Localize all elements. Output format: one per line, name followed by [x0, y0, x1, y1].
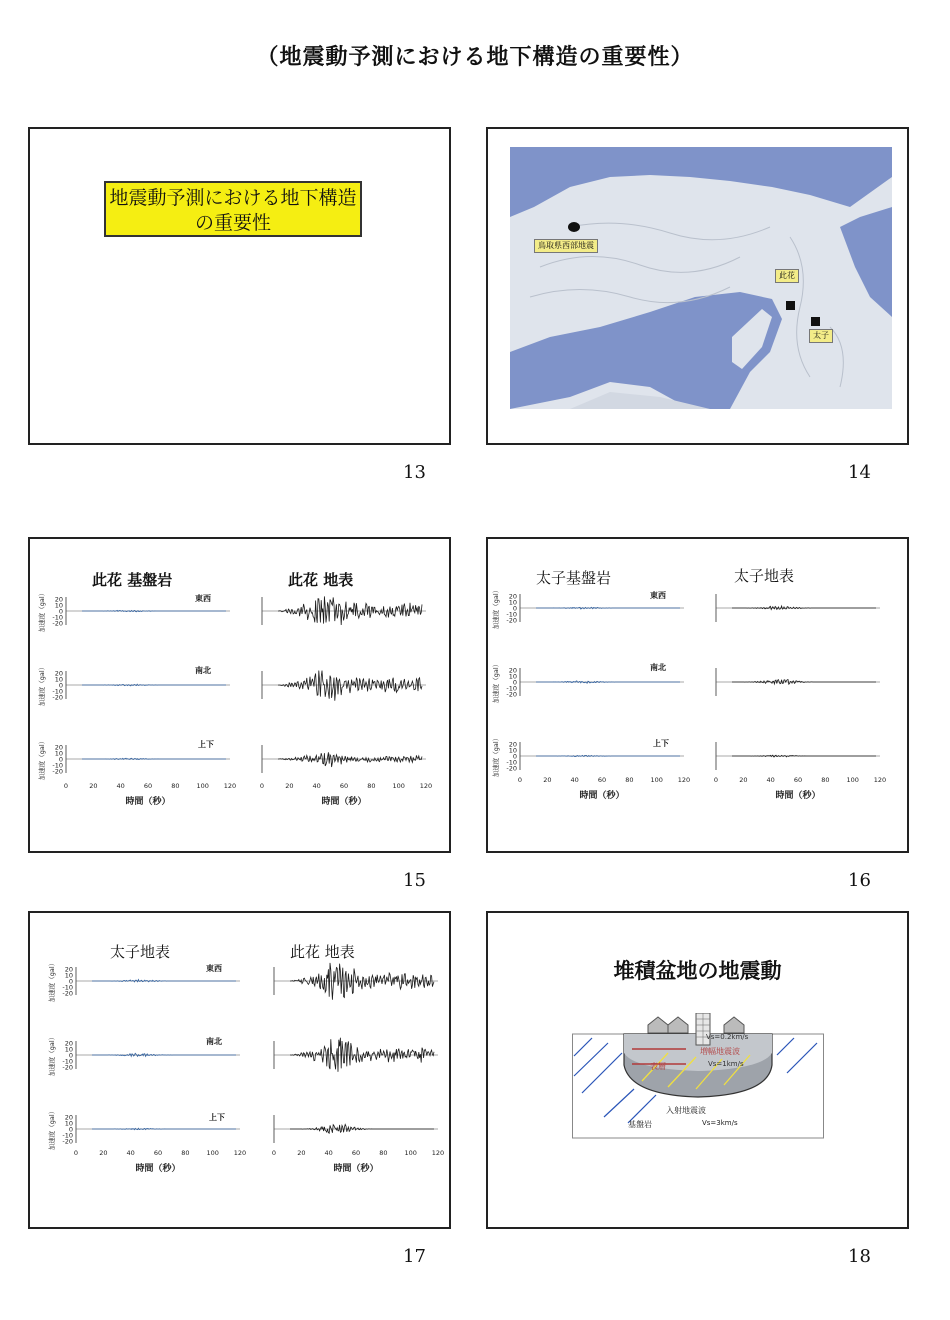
slide-14	[486, 127, 909, 445]
y-tick-label: -20	[52, 767, 63, 776]
cmp-label-16-0: 東西	[650, 591, 666, 600]
x-tick-label: 100	[196, 782, 209, 790]
y-tick-label: 0	[58, 681, 63, 690]
y-axis-label: 加速度（gal）	[48, 959, 56, 1003]
x-tick-label: 20	[285, 782, 294, 790]
basin-label-amplified-wave: 増幅地震波	[700, 1047, 740, 1056]
y-tick-label: 10	[64, 971, 73, 980]
cmp-label-17-1: 南北	[206, 1037, 222, 1046]
slide-15	[28, 537, 451, 853]
cmp-label-16-1: 南北	[650, 663, 666, 672]
basin-label-vs-bedrock: Vs=3km/s	[702, 1119, 738, 1127]
x-tick-label: 100	[206, 1149, 219, 1157]
x-tick-label: 80	[367, 782, 376, 790]
y-tick-label: 10	[508, 598, 517, 607]
x-tick-label: 40	[126, 1149, 135, 1157]
taishi-marker	[811, 317, 820, 326]
x-tick-label: 60	[351, 1149, 361, 1157]
basin-label-surface-layer: 表層	[650, 1062, 666, 1071]
y-tick-label: 0	[512, 678, 517, 687]
x-tick-label: 80	[821, 776, 830, 784]
x-tick-label: 40	[312, 782, 321, 790]
epicenter-marker	[568, 222, 580, 232]
cmp-label-17-0: 東西	[206, 964, 222, 973]
x-axis-label: 時間（秒）	[321, 797, 367, 807]
y-axis-label: 加速度（gal）	[48, 1107, 56, 1151]
seismogram-trace	[536, 681, 680, 683]
y-tick-label: 10	[508, 672, 517, 681]
y-tick-label: 0	[58, 755, 63, 764]
slide-number-16: 16	[848, 870, 871, 891]
cmp-label-15-0: 東西	[195, 594, 211, 603]
konohana-marker	[786, 301, 795, 310]
y-tick-label: 20	[508, 592, 517, 601]
y-tick-label: 0	[68, 1051, 73, 1060]
map-label-quake: 鳥取県西部地震	[534, 239, 598, 253]
y-tick-label: -10	[506, 758, 517, 767]
y-tick-label: -10	[52, 687, 63, 696]
slide-13	[28, 127, 451, 445]
x-tick-label: 20	[739, 776, 748, 784]
seismogram-trace	[82, 758, 226, 759]
seismogram-trace	[92, 1053, 236, 1056]
y-tick-label: 20	[54, 743, 63, 752]
x-axis-label: 時間（秒）	[125, 797, 171, 807]
slide-17-right-title: 此花 地表	[290, 943, 355, 961]
y-tick-label: 0	[512, 604, 517, 613]
basin-diagram	[572, 1013, 824, 1139]
slide-15-right-title: 此花 地表	[288, 571, 354, 589]
seismogram-trace	[92, 980, 236, 982]
x-tick-label: 80	[181, 1149, 190, 1157]
x-tick-label: 120	[419, 782, 433, 790]
y-tick-label: 10	[54, 601, 63, 610]
page-title: （地震動予測における地下構造の重要性）	[256, 45, 694, 70]
y-tick-label: 20	[64, 965, 73, 974]
y-tick-label: 0	[512, 752, 517, 761]
y-tick-label: -10	[62, 983, 73, 992]
slide-18-title: 堆積盆地の地震動	[613, 959, 782, 983]
x-tick-label: 80	[379, 1149, 388, 1157]
x-tick-label: 120	[431, 1149, 445, 1157]
y-tick-label: -10	[506, 684, 517, 693]
basin-label-bedrock: 基盤岩	[628, 1120, 652, 1129]
y-tick-label: 0	[68, 1125, 73, 1134]
x-tick-label: 0	[271, 1149, 277, 1157]
slide-16	[486, 537, 909, 853]
slide-number-13: 13	[403, 462, 426, 483]
y-tick-label: 10	[54, 749, 63, 758]
y-tick-label: -10	[506, 610, 517, 619]
y-axis-label: 加速度（gal）	[492, 586, 500, 630]
slide-number-15: 15	[403, 870, 426, 891]
y-tick-label: -10	[52, 761, 63, 770]
x-tick-label: 100	[392, 782, 405, 790]
cmp-label-17-2: 上下	[209, 1113, 225, 1122]
x-tick-label: 120	[223, 782, 237, 790]
x-tick-label: 0	[63, 782, 69, 790]
y-tick-label: -10	[52, 613, 63, 622]
relief-map	[510, 147, 892, 409]
x-tick-label: 20	[297, 1149, 306, 1157]
slide-17	[28, 911, 451, 1229]
x-tick-label: 60	[143, 782, 153, 790]
slide-number-14: 14	[848, 462, 871, 483]
x-tick-label: 60	[793, 776, 803, 784]
y-tick-label: 20	[64, 1113, 73, 1122]
seismogram-panel-16	[488, 539, 911, 855]
y-tick-label: -20	[506, 690, 517, 699]
y-tick-label: 10	[54, 675, 63, 684]
y-axis-label: 加速度（gal）	[38, 589, 46, 633]
y-tick-label: -20	[506, 764, 517, 773]
y-tick-label: 20	[508, 740, 517, 749]
slide-18	[486, 911, 909, 1229]
x-tick-label: 120	[873, 776, 887, 784]
y-axis-label: 加速度（gal）	[492, 660, 500, 704]
y-axis-label: 加速度（gal）	[38, 663, 46, 707]
seismogram-panel-17	[30, 913, 453, 1231]
seismogram-trace	[536, 607, 680, 609]
y-axis-label: 加速度（gal）	[492, 734, 500, 778]
x-tick-label: 0	[713, 776, 719, 784]
map-label-taishi: 太子	[809, 329, 833, 343]
x-tick-label: 60	[153, 1149, 163, 1157]
y-tick-label: 20	[64, 1039, 73, 1048]
x-tick-label: 80	[171, 782, 180, 790]
y-tick-label: 10	[508, 746, 517, 755]
seismogram-trace	[278, 671, 422, 701]
cmp-label-16-2: 上下	[653, 739, 669, 748]
x-tick-label: 60	[339, 782, 349, 790]
x-axis-label: 時間（秒）	[775, 791, 821, 801]
seismogram-trace	[290, 1124, 434, 1133]
seismogram-trace	[82, 610, 226, 611]
y-tick-label: 20	[508, 666, 517, 675]
x-tick-label: 0	[517, 776, 523, 784]
x-tick-label: 100	[846, 776, 859, 784]
x-tick-label: 40	[570, 776, 579, 784]
seismogram-trace	[278, 596, 422, 625]
x-tick-label: 40	[766, 776, 775, 784]
y-tick-label: 10	[64, 1045, 73, 1054]
y-axis-label: 加速度（gal）	[38, 737, 46, 781]
x-tick-label: 120	[233, 1149, 247, 1157]
y-tick-label: -20	[506, 616, 517, 625]
cmp-label-15-2: 上下	[198, 740, 214, 749]
x-axis-label: 時間（秒）	[579, 791, 625, 801]
y-axis-label: 加速度（gal）	[48, 1033, 56, 1077]
x-tick-label: 120	[677, 776, 691, 784]
y-tick-label: -20	[62, 1063, 73, 1072]
slide-16-right-title: 太子地表	[734, 567, 795, 585]
x-tick-label: 40	[324, 1149, 333, 1157]
x-tick-label: 60	[597, 776, 607, 784]
y-tick-label: -10	[62, 1057, 73, 1066]
y-tick-label: -20	[52, 693, 63, 702]
y-tick-label: -20	[62, 989, 73, 998]
x-tick-label: 40	[116, 782, 125, 790]
y-tick-label: -10	[62, 1131, 73, 1140]
slide-16-left-title: 太子基盤岩	[536, 569, 612, 587]
slide-15-left-title: 此花 基盤岩	[92, 571, 173, 589]
slide-number-18: 18	[848, 1246, 871, 1267]
slide-number-17: 17	[403, 1246, 426, 1267]
y-tick-label: 20	[54, 669, 63, 678]
y-tick-label: -20	[52, 619, 63, 628]
y-tick-label: 10	[64, 1119, 73, 1128]
x-tick-label: 20	[543, 776, 552, 784]
basin-label-incident-wave: 入射地震波	[666, 1106, 706, 1115]
x-tick-label: 80	[625, 776, 634, 784]
map-label-konohana: 此花	[775, 269, 799, 283]
basin-label-vs-mid: Vs=1km/s	[708, 1060, 744, 1068]
cmp-label-15-1: 南北	[195, 666, 211, 675]
seismogram-trace	[732, 755, 876, 757]
seismogram-trace	[536, 755, 680, 756]
seismogram-trace	[278, 752, 422, 767]
seismogram-trace	[82, 684, 226, 686]
x-axis-label: 時間（秒）	[135, 1164, 181, 1174]
x-tick-label: 0	[259, 782, 265, 790]
x-axis-label: 時間（秒）	[333, 1164, 379, 1174]
seismogram-trace	[92, 1128, 236, 1129]
x-tick-label: 0	[73, 1149, 79, 1157]
slide-17-left-title: 太子地表	[110, 943, 171, 961]
basin-label-vs-surface: Vs=0.2km/s	[706, 1033, 749, 1041]
y-tick-label: 20	[54, 595, 63, 604]
x-tick-label: 100	[404, 1149, 417, 1157]
seismogram-panel-15	[30, 539, 453, 855]
y-tick-label: 0	[68, 977, 73, 986]
x-tick-label: 100	[650, 776, 663, 784]
seismogram-trace	[290, 963, 434, 1000]
y-tick-label: -20	[62, 1137, 73, 1146]
y-tick-label: 0	[58, 607, 63, 616]
slide-13-title: 地震動予測における地下構造の重要性	[104, 181, 362, 237]
x-tick-label: 20	[89, 782, 98, 790]
x-tick-label: 20	[99, 1149, 108, 1157]
